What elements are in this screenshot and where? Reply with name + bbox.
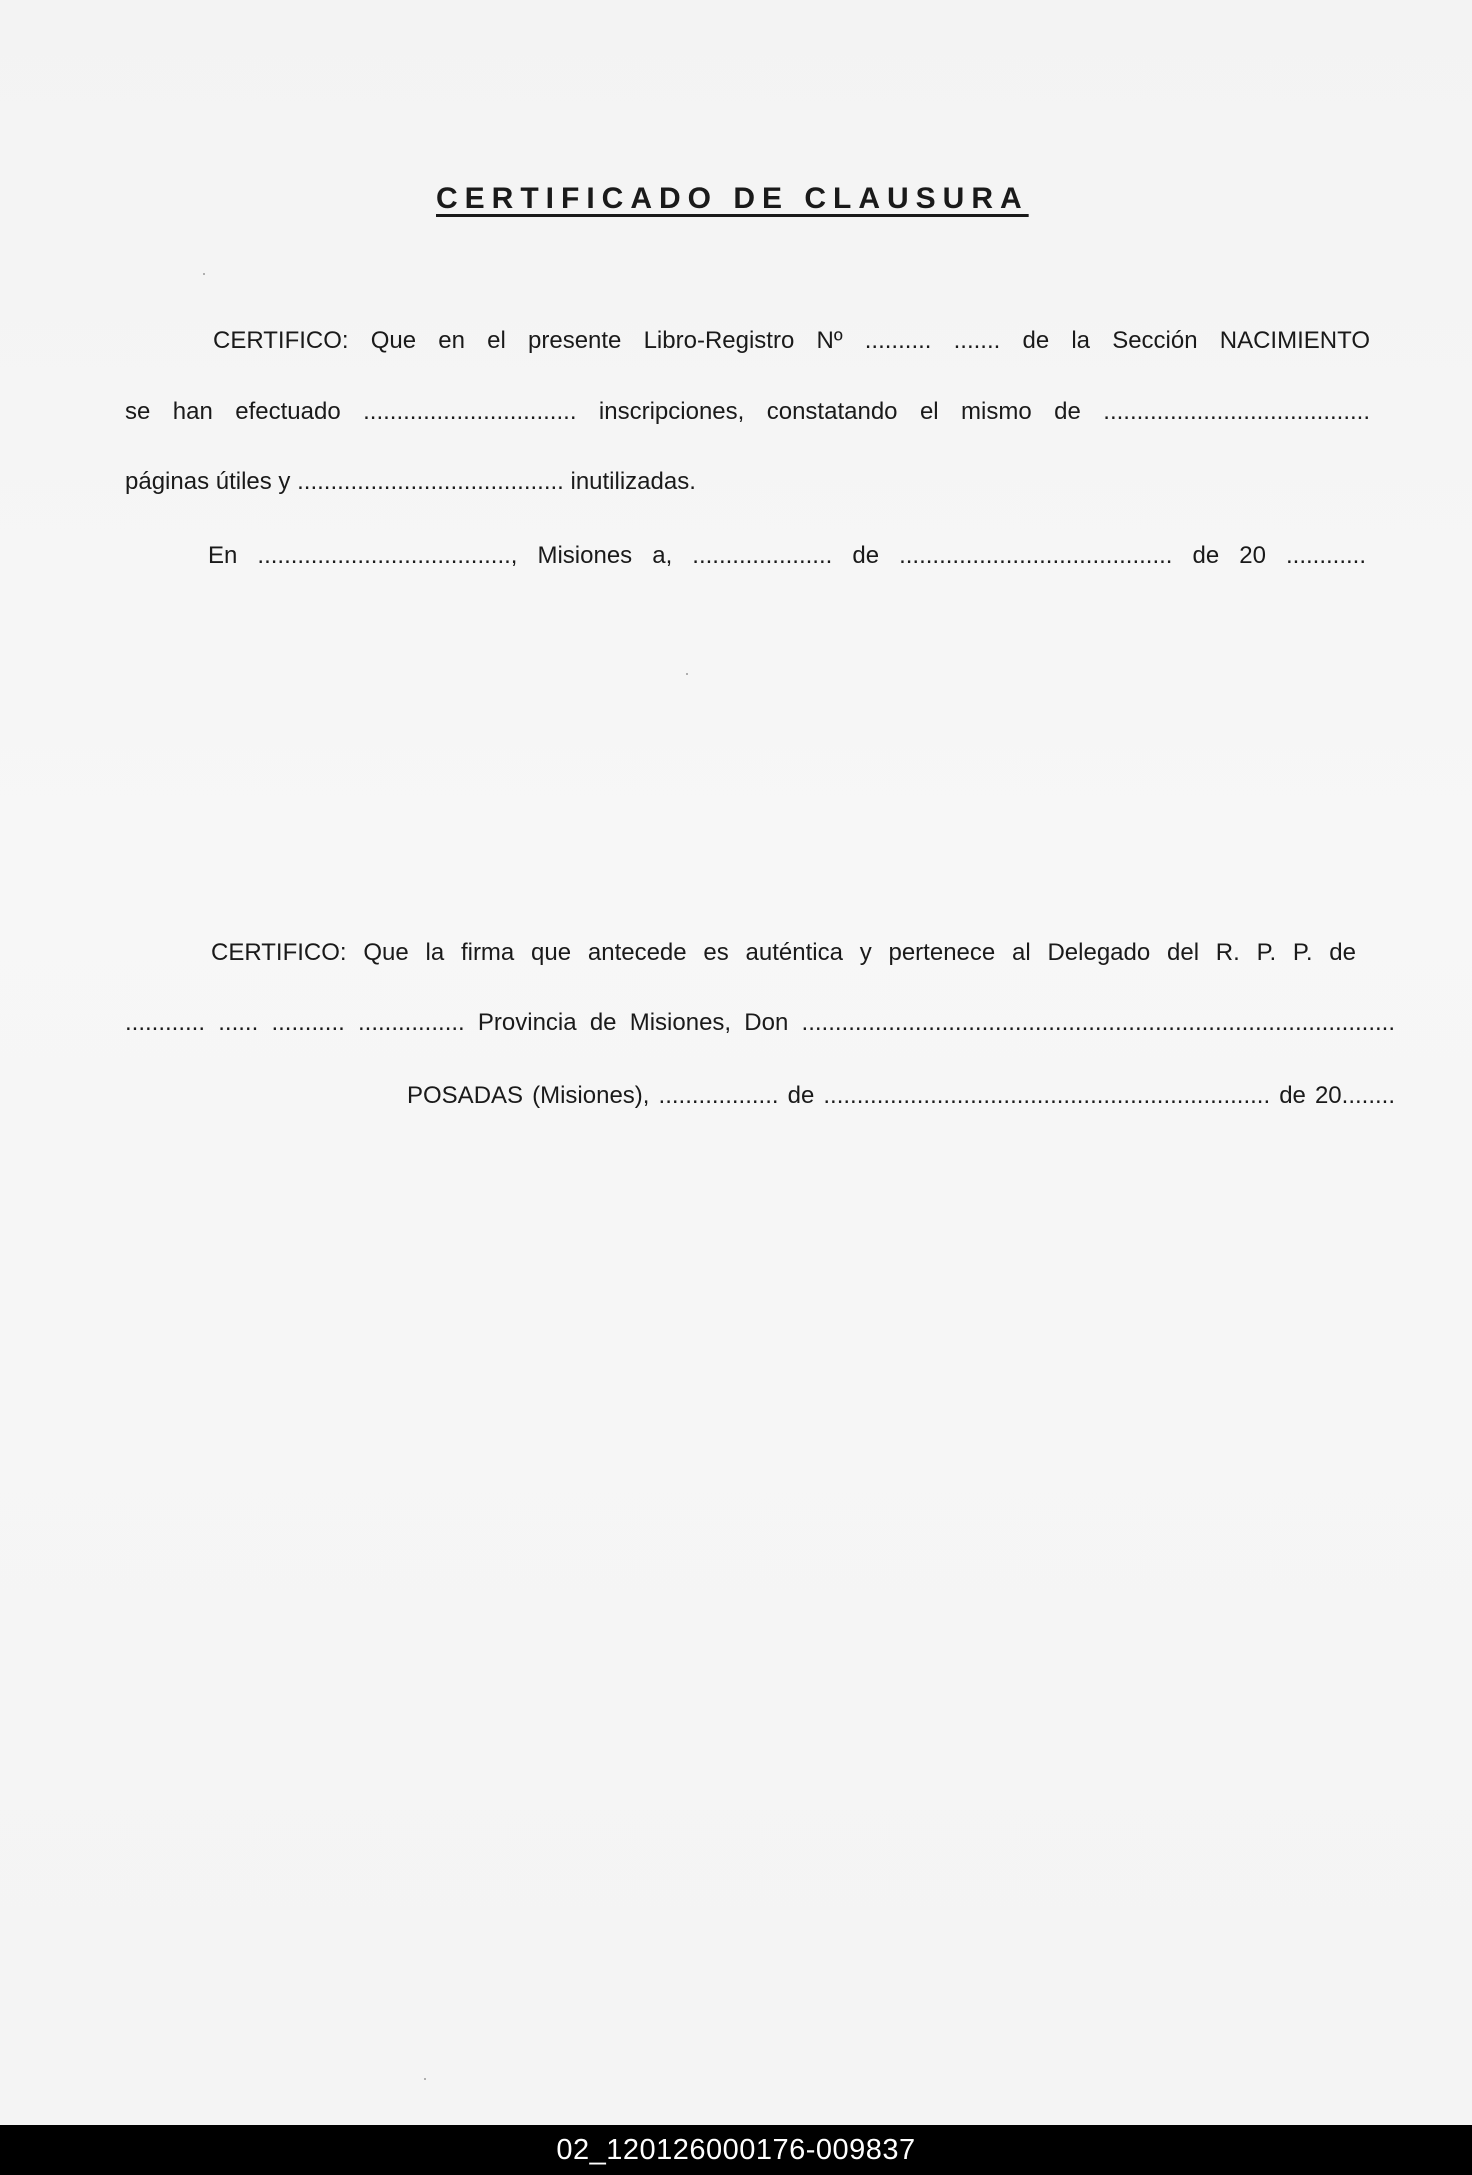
block2-line3: POSADAS (Misiones), .................. de ................................................................... de 20........ xyxy=(407,1082,1395,1109)
block1-line2: se han efectuado ................................ inscripciones, constatando el mismo de ........................................ xyxy=(125,398,1370,425)
block1-line3: páginas útiles y ........................................ inutilizadas. xyxy=(125,468,696,495)
document-title: CERTIFICADO DE CLAUSURA xyxy=(436,182,1029,215)
block2-line2: ............ ...... ........... ................ Provincia de Misiones, Don ......................................................................................... xyxy=(125,1009,1395,1036)
block2-line1: CERTIFICO: Que la firma que antecede es auténtica y pertenece al Delegado del R. P. P. de xyxy=(211,939,1356,966)
paper-speck xyxy=(686,673,688,675)
scan-id-footer: 02_120126000176-009837 xyxy=(0,2125,1472,2175)
block1-line1: CERTIFICO: Que en el presente Libro-Registro Nº .......... ....... de la Sección NACIMIENTO xyxy=(213,327,1370,354)
block1-line4: En ......................................, Misiones a, ..................... de ......................................... de 20 ............ xyxy=(208,542,1366,569)
paper-speck xyxy=(424,2078,426,2080)
paper-speck xyxy=(203,273,205,275)
